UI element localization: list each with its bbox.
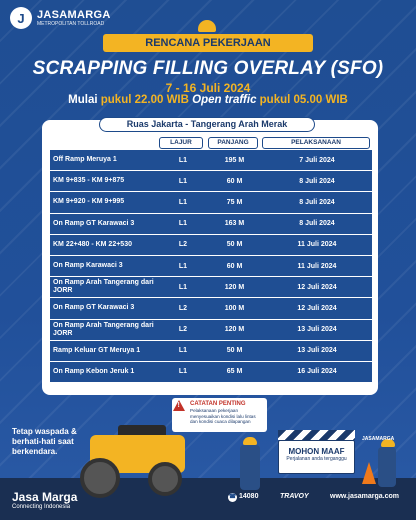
worker-helmet-icon <box>243 437 257 445</box>
safety-slogan: Tetap waspada & berhati-hati saat berkendara. <box>12 427 77 456</box>
brand-logo <box>10 7 111 29</box>
date-range: 7 - 16 Juli 2024 <box>165 81 251 95</box>
route-title: Ruas Jakarta - Tangerang Arah Merak <box>99 117 315 132</box>
barrier-stripes <box>278 430 355 440</box>
table-row: Off Ramp Meruya 1 L1 195 M 7 Juli 2024 <box>50 150 372 171</box>
table-row: Ramp Keluar GT Meruya 1 L1 50 M 13 Juli 2024 <box>50 341 372 362</box>
page-title: SCRAPPING FILLING OVERLAY (SFO) <box>32 58 384 79</box>
table-row: On Ramp Kebon Jeruk 1 L1 65 M 16 Juli 2024 <box>50 362 372 383</box>
small-brand-logo: JASAMARGA <box>362 436 395 442</box>
phone-icon: ☎ <box>228 494 237 500</box>
footer-tagline: Connecting Indonesia <box>12 504 71 510</box>
brand-subtitle: METROPOLITAN TOLLROAD <box>37 20 105 27</box>
header-date: PELAKSANAAN <box>262 137 370 149</box>
call-center: ☎ 14080 <box>228 493 259 500</box>
table-row: KM 9+920 - KM 9+995 L1 75 M 8 Juli 2024 <box>50 192 372 213</box>
table-row: On Ramp GT Karawaci 3 L1 163 M 8 Juli 2024 <box>50 214 372 235</box>
table-row: KM 22+480 - KM 22+530 L2 50 M 11 Juli 2024 <box>50 235 372 256</box>
header-lane: LAJUR <box>159 137 203 149</box>
schedule-table <box>50 150 372 383</box>
note-text: Pelaksanaan pekerjaan menyesuaikan kondisi lalu lintas dan kondisi cuaca dilapangan <box>190 408 256 425</box>
jasamarga-logo-icon: J <box>10 7 32 29</box>
worker-figure <box>378 447 396 487</box>
table-row: On Ramp Arah Tangerang dari JORR L2 120 M 13 Juli 2024 <box>50 320 372 341</box>
table-row: On Ramp Karawaci 3 L1 60 M 11 Juli 2024 <box>50 256 372 277</box>
apology-barrier <box>278 440 355 474</box>
table-row: On Ramp GT Karawaci 3 L2 100 M 12 Juli 2024 <box>50 298 372 319</box>
roller-drum <box>80 458 120 498</box>
footer-brand-name: Jasa Marga <box>12 490 78 504</box>
important-note <box>172 398 267 432</box>
worker-figure <box>240 445 260 490</box>
work-hours: Mulai pukul 22.00 WIB Open traffic pukul 05.00 WIB <box>68 94 348 106</box>
traffic-cone-icon <box>362 462 376 484</box>
website: www.jasamarga.com <box>330 493 399 500</box>
table-row: On Ramp Arah Tangerang dari JORR L1 120 M 12 Juli 2024 <box>50 277 372 298</box>
work-plan-banner: RENCANA PEKERJAAN <box>103 34 313 52</box>
roller-wheel <box>148 462 182 496</box>
footer-brand <box>12 490 77 510</box>
table-row: KM 9+835 - KM 9+875 L1 60 M 8 Juli 2024 <box>50 171 372 192</box>
barrier-title: MOHON MAAF <box>288 447 345 456</box>
note-title: CATATAN PENTING <box>190 401 246 407</box>
siren-icon <box>198 20 216 32</box>
warning-exclamation: ! <box>177 402 180 409</box>
travoy-app: TRAVOY <box>280 493 309 500</box>
header-length: PANJANG <box>208 137 258 149</box>
brand-name: JASAMARGA <box>37 8 111 21</box>
barrier-text: Perjalanan anda terganggu <box>286 456 347 462</box>
